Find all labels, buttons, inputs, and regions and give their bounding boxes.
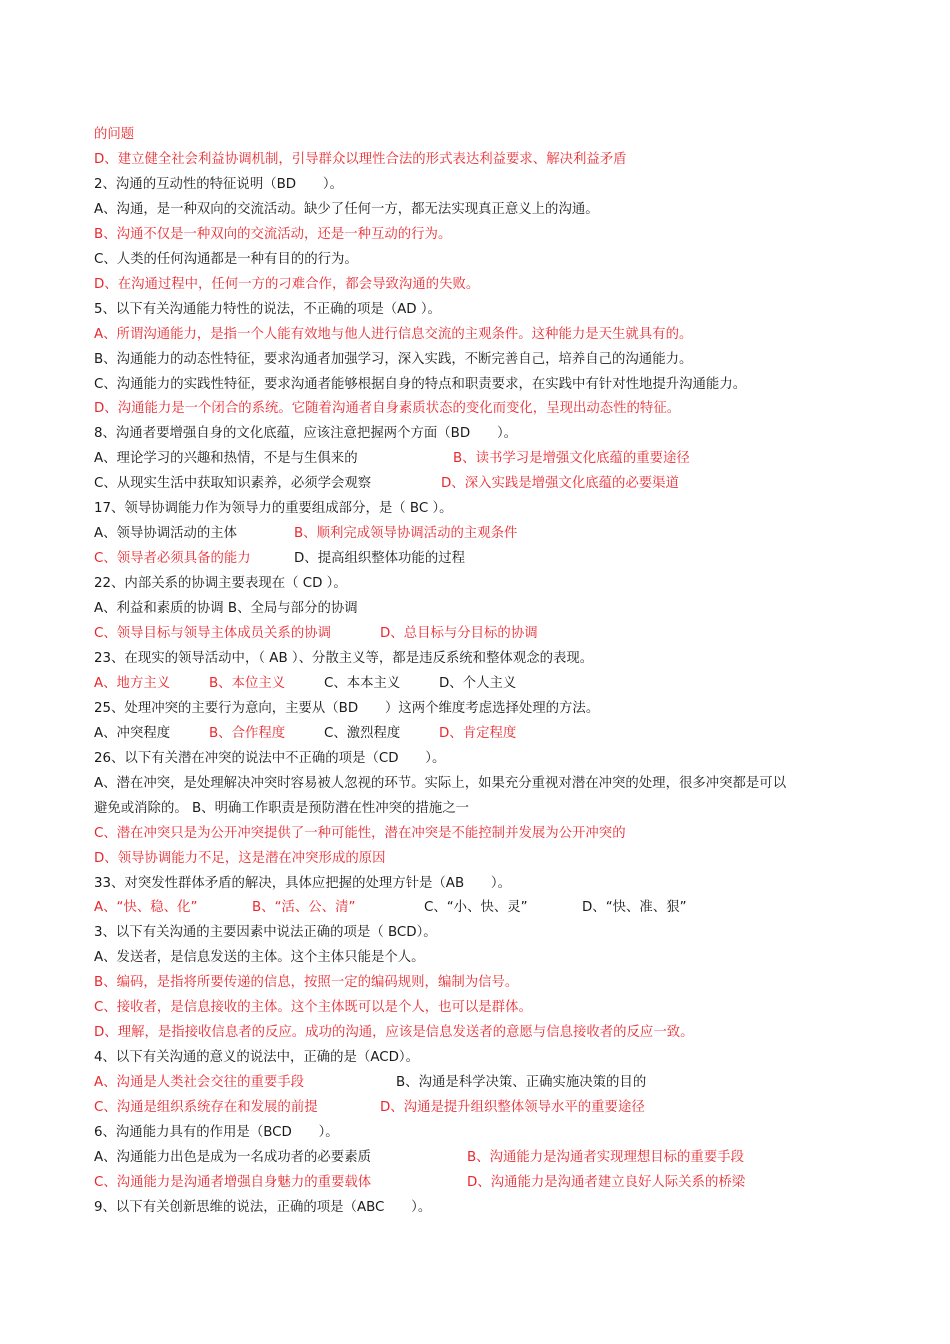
question-text: 4、以下有关沟通的意义的说法中，正确的是（ACD）。	[94, 1050, 419, 1066]
text-line	[94, 748, 445, 770]
answer-text: D、在沟通过程中，任何一方的刁难合作，都会导致沟通的失败。	[94, 276, 480, 292]
answer-text: C、沟通能力是沟通者增强自身魅力的重要载体	[94, 1174, 372, 1190]
question-text: 25、处理冲突的主要行为意向，主要从（BD ）这两个维度考虑选择处理的方法。	[94, 700, 600, 716]
answer-text: C、领导者必须具备的能力	[94, 551, 251, 567]
text-line	[94, 423, 517, 445]
question-text: 5、以下有关沟通能力特性的说法，不正确的项是（AD ）。	[94, 301, 441, 317]
question-text: 2、沟通的互动性的特征说明（BD ）。	[94, 176, 343, 192]
text-line	[94, 324, 692, 346]
answer-text: B、沟通能力是沟通者实现理想目标的重要手段	[467, 1149, 744, 1165]
answer-text: A、沟通是人类社会交往的重要手段	[94, 1075, 305, 1091]
question-text: 9、以下有关创新思维的说法，正确的项是（ABC ）。	[94, 1199, 432, 1215]
text-line	[94, 648, 593, 670]
question-text: 33、对突发性群体矛盾的解决，具体应把握的处理方针是（AB ）。	[94, 875, 512, 891]
text-line	[94, 1122, 339, 1144]
question-text: 22、内部关系的协调主要表现在（ CD ）。	[94, 576, 347, 592]
question-text: A、沟通能力出色是成为一名成功者的必要素质	[94, 1149, 371, 1165]
question-text: A、潜在冲突，是处理解决冲突时容易被人忽视的环节。实际上，如果充分重视对潜在冲突的处理，很多冲突都是可以	[94, 775, 787, 791]
answer-text: D、肯定程度	[439, 725, 517, 741]
answer-text: D、沟通是提升组织整体领导水平的重要途径	[380, 1100, 645, 1116]
text-line	[94, 573, 347, 595]
answer-text: C、领导目标与领导主体成员关系的协调	[94, 626, 331, 641]
text-line	[94, 947, 425, 969]
question-text: C、激烈程度	[324, 725, 401, 741]
question-text: 8、沟通者要增强自身的文化底蕴，应该注意把握两个方面（BD ）。	[94, 426, 518, 442]
question-text: C、人类的任何沟通都是一种有目的的行为。	[94, 251, 358, 267]
text-line	[94, 997, 532, 1019]
answer-text: D、理解，是指接收信息者的反应。成功的沟通，应该是信息发送者的意愿与信息接收者的反应一致。	[94, 1025, 694, 1041]
answer-text: 的问题	[94, 127, 135, 142]
text-line	[94, 598, 358, 620]
question-text: A、发送者，是信息发送的主体。这个主体只能是个人。	[94, 950, 425, 966]
text-line	[94, 174, 343, 196]
answer-text: A、所谓沟通能力，是指一个人能有效地与他人进行信息交流的主观条件。这种能力是天生就具有的。	[94, 326, 693, 342]
text-line	[94, 274, 479, 296]
text-line	[94, 848, 386, 870]
answer-text: D、深入实践是增强文化底蕴的必要渠道	[441, 476, 679, 492]
answer-text: B、合作程度	[209, 725, 286, 741]
answer-text: D、沟通能力是一个闭合的系统。它随着沟通者自身素质状态的变化而变化，呈现出动态性的特征。	[94, 401, 681, 417]
answer-text: D、沟通能力是沟通者建立良好人际关系的桥梁	[467, 1174, 746, 1190]
question-text: D、个人主义	[439, 675, 517, 691]
answer-text: A、地方主义	[94, 675, 171, 691]
question-text: D、“快、准、狠”	[582, 900, 687, 916]
question-text: A、沟通，是一种双向的交流活动。缺少了任何一方，都无法实现真正意义上的沟通。	[94, 201, 599, 217]
question-text: C、沟通能力的实践性特征，要求沟通者能够根据自身的特点和职责要求，在实践中有针对性地提升沟通能力。	[94, 376, 747, 392]
question-text: 3、以下有关沟通的主要因素中说法正确的项是（ BCD）。	[94, 925, 437, 941]
answer-text: D、领导协调能力不足，这是潜在冲突形成的原因	[94, 850, 386, 866]
text-line	[94, 249, 358, 271]
answer-text: B、编码，是指将所要传递的信息，按照一定的编码规则，编制为信号。	[94, 975, 519, 991]
text-line	[94, 374, 746, 396]
answer-text: A、“快、稳、化”	[94, 900, 198, 916]
text-line	[94, 349, 692, 371]
text-line	[94, 873, 511, 895]
question-text: B、沟通能力的动态性特征，要求沟通者加强学习，深入实践，不断完善自己，培养自己的沟通能力。	[94, 351, 693, 367]
question-text: D、提高组织整体功能的过程	[294, 551, 465, 567]
text-line	[94, 299, 441, 321]
question-text: 26、以下有关潜在冲突的说法中不正确的项是（CD ）。	[94, 750, 446, 766]
question-text: A、理论学习的兴趣和热情，不是与生俱来的	[94, 451, 358, 467]
answer-text: C、潜在冲突只是为公开冲突提供了一种可能性，潜在冲突是不能控制并发展为公开冲突的	[94, 825, 626, 841]
text-line	[94, 823, 626, 845]
answer-text: B、本位主义	[209, 675, 286, 691]
question-text: A、利益和素质的协调 B、全局与部分的协调	[94, 601, 358, 617]
question-text: C、“小、快、灵”	[424, 900, 528, 916]
question-text: 17、领导协调能力作为领导力的重要组成部分，是（ BC ）。	[94, 501, 453, 517]
text-line	[94, 773, 786, 795]
text-line	[94, 1047, 419, 1069]
text-line	[94, 798, 469, 820]
question-text: C、本本主义	[324, 675, 401, 691]
text-line	[94, 149, 627, 171]
text-line	[94, 124, 134, 146]
question-text: A、领导协调活动的主体	[94, 526, 238, 542]
text-line	[94, 698, 599, 720]
answer-text: B、“活、公、清”	[252, 900, 356, 916]
answer-text: B、沟通不仅是一种双向的交流活动，还是一种互动的行为。	[94, 226, 452, 242]
question-text: B、沟通是科学决策、正确实施决策的目的	[396, 1075, 647, 1091]
text-line	[94, 1022, 694, 1044]
answer-text: B、读书学习是增强文化底蕴的重要途径	[453, 451, 690, 467]
answer-text: C、沟通是组织系统存在和发展的前提	[94, 1100, 318, 1116]
text-line	[94, 922, 437, 944]
text-line	[94, 498, 453, 520]
question-text: 23、在现实的领导活动中，（ AB ）、分散主义等，都是违反系统和整体观念的表现。	[94, 650, 594, 666]
question-text: C、从现实生活中获取知识素养，必须学会观察	[94, 476, 372, 492]
text-line	[94, 1197, 431, 1219]
text-line	[94, 199, 599, 221]
answer-text: D、总目标与分目标的协调	[380, 626, 538, 641]
answer-text: C、接收者，是信息接收的主体。这个主体既可以是个人，也可以是群体。	[94, 1000, 532, 1016]
text-line	[94, 224, 451, 246]
question-text: A、冲突程度	[94, 725, 171, 741]
answer-text: B、顺利完成领导协调活动的主观条件	[294, 526, 518, 542]
text-line	[94, 398, 680, 420]
text-line	[94, 972, 518, 994]
question-text: 避免或消除的。 B、明确工作职责是预防潜在性冲突的措施之一	[94, 800, 469, 816]
answer-text: D、建立健全社会利益协调机制，引导群众以理性合法的形式表达利益要求、解决利益矛盾	[94, 151, 627, 167]
question-text: 6、沟通能力具有的作用是（BCD ）。	[94, 1125, 339, 1140]
